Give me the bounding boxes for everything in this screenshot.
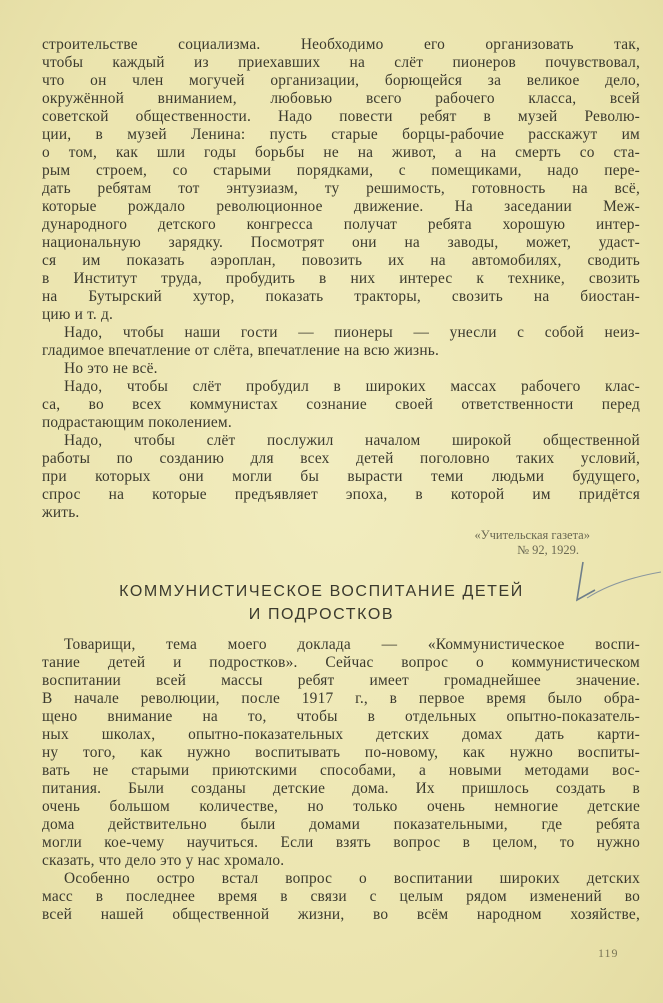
text-line: ну того, как нужно воспитывать по-новому, как нужно воспиты-: [42, 744, 640, 761]
text-line: Но это не всё.: [64, 360, 158, 377]
text-line: щено внимание на то, чтобы в отдельных опытно-показатель-: [42, 708, 640, 725]
text-line: дома действительно были домами показательными, где ребята: [42, 816, 640, 833]
text-line: очень большом количестве, но только очень немногие детские: [42, 798, 640, 815]
text-line: дать ребятам тот энтузиазм, ту решимость, готовность на всё,: [42, 180, 640, 197]
pencil-mark-icon: [565, 560, 663, 610]
text-line: Надо, чтобы наши гости — пионеры — унесли с собой неиз-: [64, 324, 640, 341]
section-title-line-2: И ПОДРОСТКОВ: [248, 606, 395, 623]
text-line: ных школах, опытно-показательных детских домах дать карти-: [42, 726, 640, 743]
text-line: вать не старыми приютскими способами, а новыми методами вос-: [42, 762, 640, 779]
text-line: Товарищи, тема моего доклада — «Коммунистическое воспи-: [64, 636, 640, 653]
text-line: масс в последнее время в связи с целым рядом изменений во: [42, 888, 640, 905]
text-line: рым строем, со старыми порядками, с помещиками, надо пере-: [42, 162, 640, 179]
section-title: КОММУНИСТИЧЕСКОЕ ВОСПИТАНИЕ ДЕТЕЙ: [119, 583, 524, 600]
source-issue: № 92, 1929.: [517, 543, 579, 557]
text-line: окружённой вниманием, любовью всего рабочего класса, всей: [42, 90, 640, 107]
speech-text: [42, 636, 640, 924]
text-line: са, во всех коммунистах сознание своей ответственности перед: [42, 396, 640, 413]
text-line: гладимое впечатление от слёта, впечатление на всю жизнь.: [42, 342, 440, 359]
text-line: что он член могучей организации, борющейся за великое дело,: [42, 72, 640, 89]
text-line: питания. Были созданы детские дома. Их пришлось создать в: [42, 780, 640, 797]
text-line: о том, как шли годы борьбы не на живот, а на смерть со ста-: [42, 144, 640, 161]
text-line: ся им показать аэроплан, повозить их на автомобилях, сводить: [42, 252, 640, 269]
article-continuation: [42, 36, 640, 522]
page-number: 119: [598, 946, 619, 960]
text-line: ции, в музей Ленина: пусть старые борцы-рабочие расскажут им: [42, 126, 640, 143]
text-line: национальную зарядку. Посмотрят они на заводы, может, удаст-: [42, 234, 640, 251]
text-line: всей нашей общественной жизни, во всём народном хозяйстве,: [42, 906, 640, 923]
text-line: работы по созданию для всех детей поголовно таких условий,: [42, 450, 640, 467]
text-line: Надо, чтобы слёт послужил началом широкой общественной: [64, 432, 640, 449]
text-line: могли кое-чему научиться. Если взять вопрос в целом, то нужно: [42, 834, 640, 851]
text-line: воспитании всей массы ребят имеет громаднейшее значение.: [42, 672, 640, 689]
text-line: жить.: [42, 504, 80, 521]
text-line: советской общественности. Надо повести ребят в музей Револю-: [42, 108, 640, 125]
text-line: строительстве социализма. Необходимо его организовать так,: [42, 36, 640, 53]
text-line: Особенно остро встал вопрос о воспитании широких детских: [64, 870, 640, 887]
text-line: тание детей и подростков». Сейчас вопрос о коммунистическом: [42, 654, 640, 671]
text-line: чтобы каждый из приехавших на слёт пионеров почувствовал,: [42, 54, 640, 71]
text-line: дународного детского конгресса получат ребята хорошую интер-: [42, 216, 640, 233]
text-line: на Бутырский хутор, показать тракторы, свозить на биостан-: [42, 288, 640, 305]
text-line: спрос на которые предъявляет эпоха, в которой им придётся: [42, 486, 640, 503]
text-line: В начале революции, после 1917 г., в первое время было обра-: [42, 690, 640, 707]
text-line: в Институт труда, пробудить в них интерес к технике, свозить: [42, 270, 640, 287]
text-line: Надо, чтобы слёт пробудил в широких массах рабочего клас-: [64, 378, 640, 395]
text-line: сказать, что дело это у нас хромало.: [42, 852, 285, 869]
text-line: цию и т. д.: [42, 306, 114, 323]
text-line: которые рождало революционное движение. На заседании Меж-: [42, 198, 640, 215]
source-attribution: «Учительская газета»: [474, 528, 590, 542]
text-line: при которых они могли бы вырасти теми людьми будущего,: [42, 468, 640, 485]
text-line: подрастающим поколением.: [42, 414, 232, 431]
